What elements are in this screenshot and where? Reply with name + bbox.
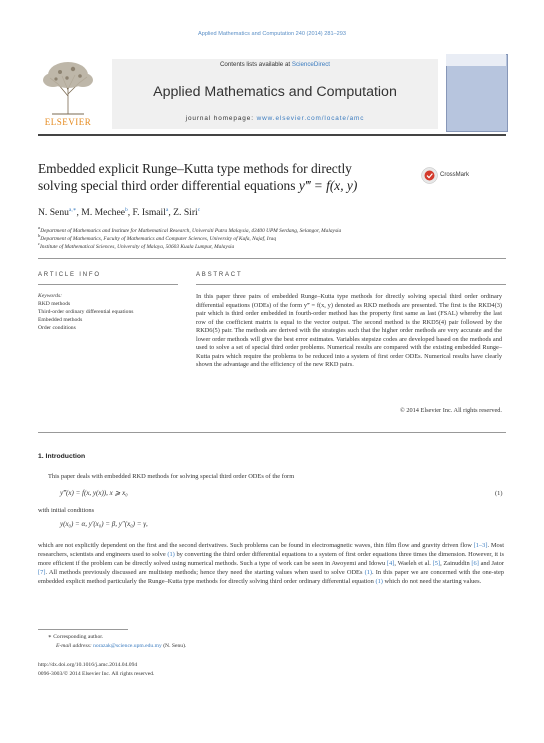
email-suffix: (N. Senu).	[163, 643, 187, 649]
affiliation	[38, 241, 234, 250]
affiliation-sup: a	[38, 225, 41, 230]
abstract-rule	[196, 284, 506, 285]
author-name: M. Mechee	[81, 207, 125, 219]
intro-paragraph-3	[38, 541, 504, 586]
author-affil-sup[interactable]: a	[165, 207, 169, 213]
email-link[interactable]: norazak@science.upm.edu.my	[93, 643, 162, 649]
citation-link[interactable]: [1–3]	[473, 542, 488, 549]
author-affil-sup[interactable]: a,∗	[68, 207, 77, 213]
author-name: N. Senu	[38, 207, 69, 219]
citation-link[interactable]: [6]	[471, 560, 479, 568]
author-name: Z. Siri	[173, 207, 198, 219]
journal-cover-band	[446, 54, 506, 66]
keyword-item: Embedded methods	[38, 317, 83, 323]
author-sep: ,	[168, 207, 171, 219]
abstract-heading: ABSTRACT	[196, 272, 243, 278]
title-line-2-text: solving special third order differential equations	[38, 178, 296, 193]
paper-title	[38, 160, 418, 194]
intro-paragraph-1: This paper deals with embedded RKD methods for solving special third order ODEs of the form	[48, 473, 295, 480]
intro-text: . All methods previously discussed are multistep methods; hence they need the starting values when used to solve ODEs	[45, 569, 365, 577]
intro-text: which are not explicitly dependent on the first and the second derivatives. Such problems can be found in electromagnetic waves, thin film flow and gravity driven flow	[38, 542, 474, 549]
author-sep: ,	[127, 207, 131, 219]
equation-1-number: (1)	[495, 490, 503, 497]
title-line-1: Embedded explicit Runge–Kutta type methods for directly	[38, 161, 352, 176]
author-affil-sup[interactable]: c	[197, 207, 201, 213]
intro-text: , Waeleh et al.	[394, 560, 433, 568]
affiliation-sup: c	[38, 241, 40, 246]
contents-prefix: Contents lists available at	[219, 61, 291, 68]
journal-title: Applied Mathematics and Computation	[153, 84, 397, 100]
intro-text: which do not need the starting values.	[382, 578, 482, 586]
header-rule	[38, 134, 506, 136]
contents-line	[112, 61, 438, 68]
article-info-rule	[38, 284, 178, 285]
affiliation-text: Department of Mathematics and Institute for Mathematical Research, Universiti Putra Malaysia, 43400 UPM Serdang, Selangor, Malaysia	[40, 227, 342, 234]
equation-ref-link[interactable]: (1)	[375, 578, 383, 586]
intro-text: and Jator	[478, 560, 504, 568]
affiliation-text: Department of Mathematics, Faculty of Mathematics and Computer Sciences, University of Kufa, Najaf, Iraq	[40, 235, 277, 242]
affiliation-sup: b	[38, 233, 41, 238]
title-line-2	[38, 177, 418, 194]
intro-paragraph-2: with initial conditions	[38, 507, 95, 514]
intro-text: , Zainuddin	[440, 560, 472, 568]
intro-text: by converting the third order differential equations to a system of first order equations three times the dimension. However, it is more efficient if the problem can be directly solved using numerical methods. Such a type of work can be seen in Awoyemi and Idowu	[38, 551, 504, 568]
intro-heading: 1. Introduction	[38, 453, 86, 460]
equation-ref-link[interactable]: (1)	[364, 569, 373, 577]
author-name: F. Ismail	[132, 207, 166, 219]
keywords-label: Keywords:	[38, 293, 63, 299]
email-label: E-mail address:	[56, 643, 92, 649]
article-info-heading: ARTICLE INFO	[38, 272, 101, 278]
corresponding-author-note: ∗ Corresponding author.	[48, 634, 104, 640]
keyword-item: Third-order ordinary differential equations	[38, 309, 134, 315]
citation-link[interactable]: [4]	[386, 560, 395, 568]
equation-2: y(x₀) = α, y′(x₀) = β, y″(x₀) = γ,	[60, 520, 148, 528]
affiliation-rule	[38, 258, 506, 259]
author-sep: ,	[76, 207, 79, 219]
elsevier-wordmark: ELSEVIER	[44, 117, 92, 127]
affiliation-text: Institute of Mathematical Sciences, University of Malaya, 50603 Kuala Lumpur, Malaysia	[40, 243, 235, 250]
keyword-item: RKD methods	[38, 301, 71, 307]
footnote-rule	[38, 629, 128, 630]
author-list	[38, 207, 200, 218]
equation-1: y‴(x) = f(x, y(x)), x ⩾ x₀	[60, 489, 128, 497]
crossmark-icon[interactable]	[421, 167, 438, 189]
keyword-item: Order conditions	[38, 325, 76, 331]
author-affil-sup[interactable]: b	[124, 207, 128, 213]
crossmark-label[interactable]: CrossMark	[440, 172, 470, 178]
issn-line: 0096-3003/© 2014 Elsevier Inc. All rights reserved.	[38, 671, 155, 677]
email-footnote	[56, 643, 186, 649]
homepage-link[interactable]: www.elsevier.com/locate/amc	[256, 115, 365, 122]
doi-link[interactable]: http://dx.doi.org/10.1016/j.amc.2014.04.094	[38, 662, 138, 668]
citation-link[interactable]: [5]	[432, 560, 441, 568]
homepage-label: journal homepage:	[185, 115, 254, 122]
abstract-bottom-rule	[38, 432, 506, 433]
citation-link[interactable]: [7]	[38, 569, 46, 577]
equation-ref-link[interactable]: (1)	[167, 551, 175, 559]
abstract-text: In this paper three pairs of embedded Runge–Kutta type methods for directly solving special third order ordinary differential equations (ODEs) of the form y‴ = f(x, y) denoted as RKD methods are presented. The first is the RKD4(3) pair which is third order embedded in fourth-order method has the property first same as last (FSAL) whereby the last row of the coefficient matrix is equal to the vector output. The second method is the RKD5(4) pair followed by the RKD6(5) pair. The methods are derived with the strategies such that the higher order methods are very accurate and the lower order methods will give the best error estimates. Variables stepsize codes are developed based on the methods and used to solve a set of special third order problems. Numerical results are compared with the existing embedded Runge–Kutta pairs which require the problems to be reduced into a system of first order ODEs. Numerical results have clearly shown the advantage and the efficiency of the new RKD pairs.	[196, 293, 502, 368]
journal-reference[interactable]: Applied Mathematics and Computation 240 (2014) 281–293	[197, 31, 347, 37]
title-equation: y‴ = f(x, y)	[298, 178, 358, 193]
intro-text: . Most researchers, scientists and engineers used to solve	[38, 542, 504, 559]
journal-homepage	[112, 115, 438, 122]
abstract-copyright: © 2014 Elsevier Inc. All rights reserved.	[399, 407, 502, 414]
intro-text: . In this paper we are concerned with the one-step embedded explicit method particularly the Runge–Kutta type methods for directly solving third order ordinary differential equation	[38, 569, 504, 586]
sciencedirect-link[interactable]: ScienceDirect	[291, 61, 331, 68]
